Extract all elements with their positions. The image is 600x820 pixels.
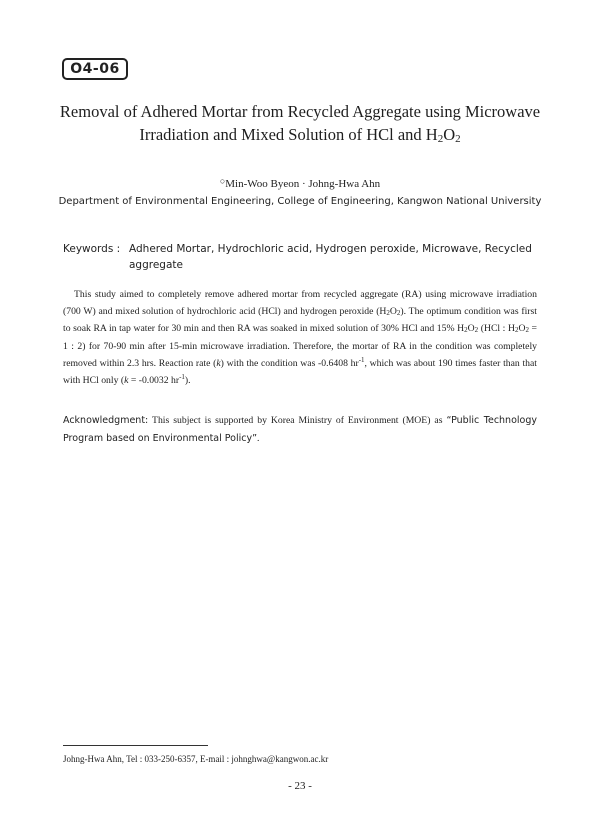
keywords-text: Adhered Mortar, Hydrochloric acid, Hydrogen peroxide, Microwave, Recycled aggregate (129, 243, 532, 271)
keywords (63, 241, 543, 273)
page-number: - 23 - (288, 780, 312, 792)
footnote: Johng-Hwa Ahn, Tel : 033-250-6357, E-mail : johnghwa@kangwon.ac.kr (63, 754, 329, 764)
program-name: “Public Technology Program based on Environmental Policy” (63, 415, 537, 444)
title-line-2: Irradiation and Mixed Solution of HCl and $H_2O_2$ (139, 125, 461, 145)
paper-code-badge: O4-06 (62, 58, 128, 80)
acknowledgment: Acknowledgment: This subject is supported by Korea Ministry of Environment (MOE) as “Public Technology Program based on Environmental Policy”. (63, 415, 537, 444)
acknowledgment-label: Acknowledgment: (63, 415, 149, 426)
paper-title (40, 100, 560, 146)
title-line-1: Removal of Adhered Mortar from Recycled Aggregate using Microwave (59, 102, 541, 121)
presenter-mark: ○ (219, 176, 226, 186)
footnote-divider (63, 745, 208, 746)
abstract: This study aimed to completely remove adhered mortar from recycled aggregate (RA) using microwave irradiation (700 W) and mixed solution of hydrochloric acid (HCl) and hydrogen peroxide $(H_2O_2)$. The optimum condition was first to soak RA in tap water for 30 min and then RA was soaked in mixed solution of 30% HCl and 15% $H_2O_2$ (HCl : $H_2O_2 = 1$ : 2) for 70-90 min after 15-min microwave irradiation. Therefore, the mortar of RA in the condition was completely removed within 2.3 hrs. Reaction rate (k) with the condition was -0.6408 $hr^{-1}$, which was about 190 times faster than that with HCl only (k = -0.0032 $hr^{-1}$). (63, 289, 537, 387)
keywords-label: Keywords : (63, 243, 121, 255)
affiliation: Department of Environmental Engineering, College of Engineering, Kangwon National University (58, 196, 542, 207)
author-names: Min-Woo Byeon · Johng-Hwa Ahn (225, 178, 381, 190)
author-list (0, 173, 600, 192)
